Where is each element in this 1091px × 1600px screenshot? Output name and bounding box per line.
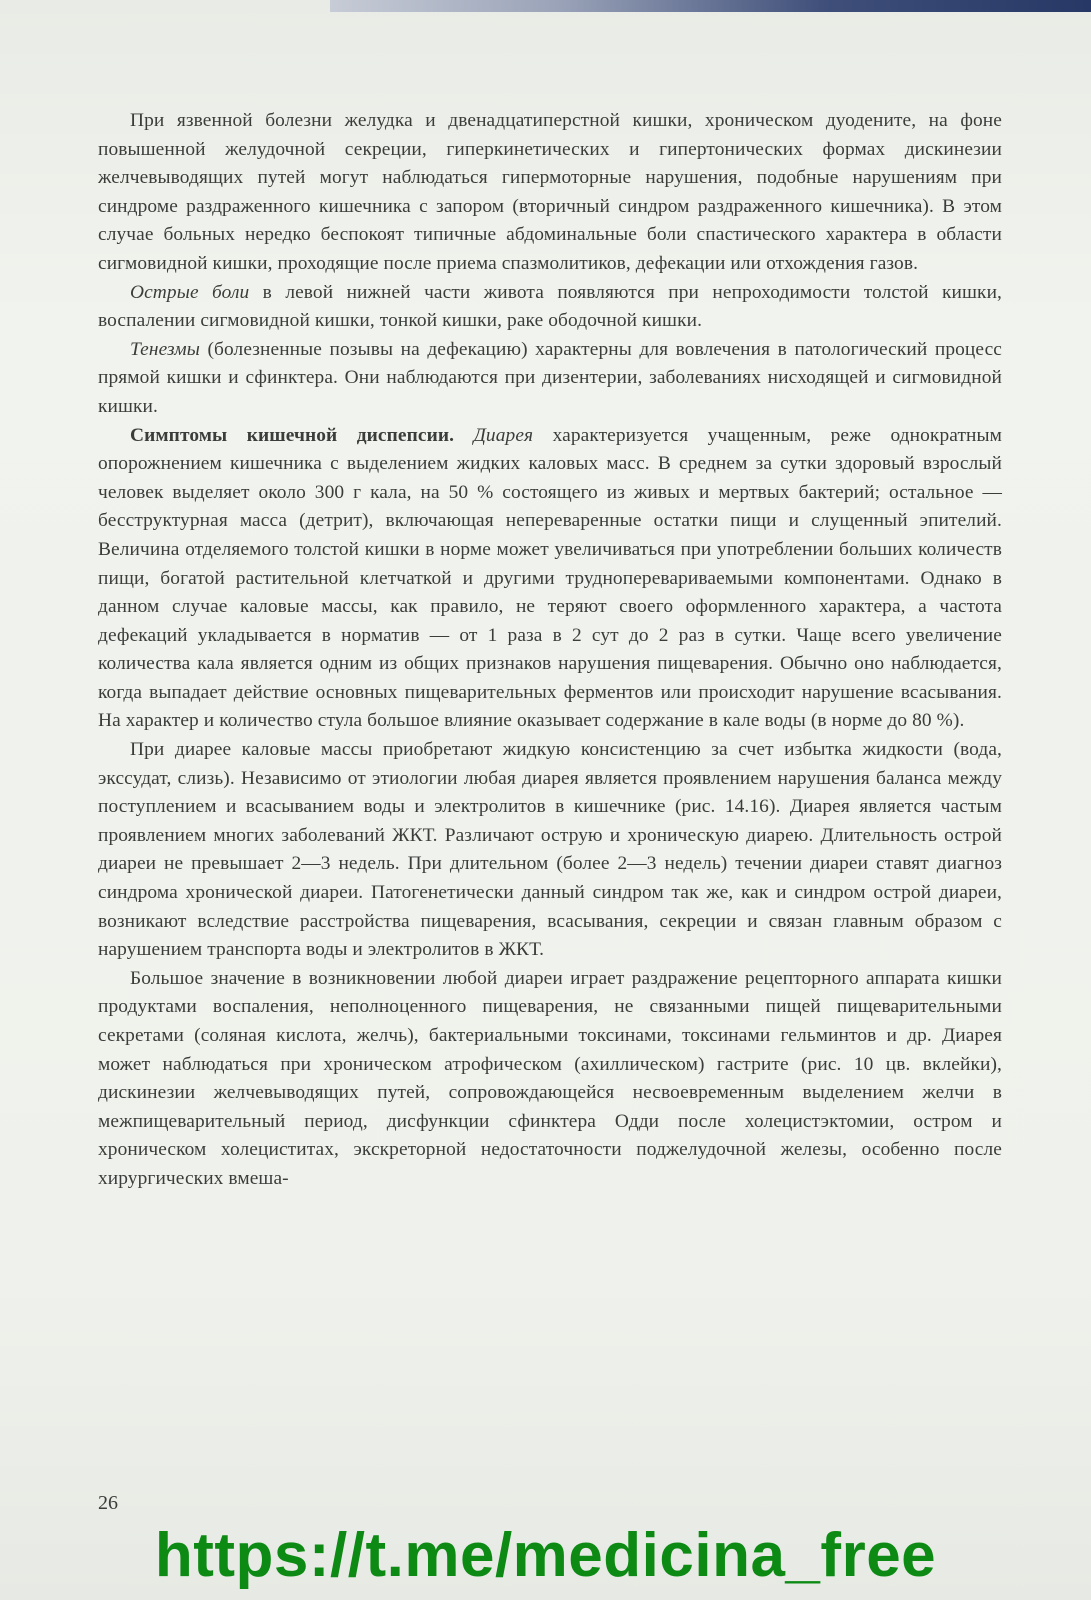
page-number: 26: [98, 1492, 118, 1514]
paragraph-3: [98, 336, 1002, 422]
paragraph-2-text: в левой нижней части живота появляются при непроходимости толстой кишки, воспалении сигмовидной кишки, тонкой кишки, раке ободочной кишки.: [98, 281, 1002, 332]
section-heading-dyspepsia: Симптомы кишечной диспепсии.: [130, 424, 455, 446]
paragraph-4-space: [454, 425, 473, 446]
watermark-link: https://t.me/medicina_free: [154, 1521, 937, 1590]
term-acute-pain: Острые боли: [130, 281, 250, 303]
paragraph-6-text: Большое значение в возникновении любой диареи играет раздражение рецепторного аппарата кишки продуктами воспаления, неполноценного пищеварения, не связанными пищей пищеварительными секретами (соляная кислота, желчь), бактериальными токсинами, токсинами гельминтов и др. Диарея может наблюдаться при хроническом атрофическом (ахиллическом) гастрите (рис. 10 цв. вклейки), дискинезии желчевыводящих путей, сопровождающейся несвоевременным выделением желчи в межпищеварительный период, дисфункции сфинктера Одди после холецистэктомии, остром и хроническом холециститах, экскреторной недостаточности поджелудочной железы, особенно после хирургических вмеша-: [98, 967, 1002, 1189]
paragraph-2: [98, 279, 1002, 336]
cover-edge-strip: [330, 0, 1091, 12]
paragraph-1-text: При язвенной болезни желудка и двенадцатиперстной кишки, хроническом дуодените, на фоне повышенной желудочной секреции, гиперкинетических и гипертонических формах дискинезии желчевыводящих путей могут наблюдаться гипермоторные нарушения, подобные нарушениям при синдроме раздраженного кишечника с запором (вторичный синдром раздраженного кишечника). В этом случае больных нередко беспокоят типичные абдоминальные боли спастического характера в области сигмовидной кишки, проходящие после приема спазмолитиков, дефекации или отхождения газов.: [98, 110, 1002, 274]
term-diarrhea: Диарея: [473, 424, 534, 446]
paragraph-1: [98, 107, 1002, 279]
term-tenesmus: Тенезмы: [130, 338, 200, 360]
paragraph-4: [98, 422, 1002, 737]
paragraph-3-text: (болезненные позывы на дефекацию) характерны для вовлечения в патологический процесс прямой кишки и сфинктера. Они наблюдаются при дизентерии, заболеваниях нисходящей и сигмовидной кишки.: [98, 338, 1002, 417]
body-text: [98, 107, 1002, 1194]
paragraph-4-text: характеризуется учащенным, реже однократным опорожнением кишечника с выделением жидких каловых масс. В среднем за сутки здоровый взрослый человек выделяет около 300 г кала, на 50 % состоящего из живых и мертвых бактерий; остальное — бесструктурная масса (детрит), включающая непереваренные остатки пищи и слущенный эпителий. Величина отделяемого толстой кишки в норме может увеличиваться при употреблении больших количеств пищи, богатой растительной клетчаткой и другими трудноперевариваемыми компонентами. Однако в данном случае каловые массы, как правило, не теряют своего оформленного характера, а частота дефекаций укладывается в норматив — от 1 раза в 2 сут до 2 раз в сутки. Чаще всего увеличение количества кала является одним из общих признаков нарушения пищеварения. Обычно оно наблюдается, когда выпадает действие основных пищеварительных ферментов или происходит нарушение всасывания. На характер и количество стула большое влияние оказывает содержание в кале воды (в норме до 80 %).: [98, 424, 1002, 732]
paragraph-5-text: При диарее каловые массы приобретают жидкую консистенцию за счет избытка жидкости (вода, экссудат, слизь). Независимо от этиологии любая диарея является проявлением нарушения баланса между поступлением и всасыванием воды и электролитов в кишечнике (рис. 14.16). Диарея является частым проявлением многих заболеваний ЖКТ. Различают острую и хроническую диарею. Длительность острой диареи не превышает 2—3 недель. При длительном (более 2—3 недель) течении диареи ставят диагноз синдрома хронической диареи. Патогенетически данный синдром так же, как и синдром острой диареи, возникают вследствие расстройства пищеварения, всасывания, секреции и связан главным образом с нарушением транспорта воды и электролитов в ЖКТ.: [98, 739, 1002, 961]
paragraph-6: [98, 965, 1002, 1194]
paragraph-5: [98, 736, 1002, 965]
